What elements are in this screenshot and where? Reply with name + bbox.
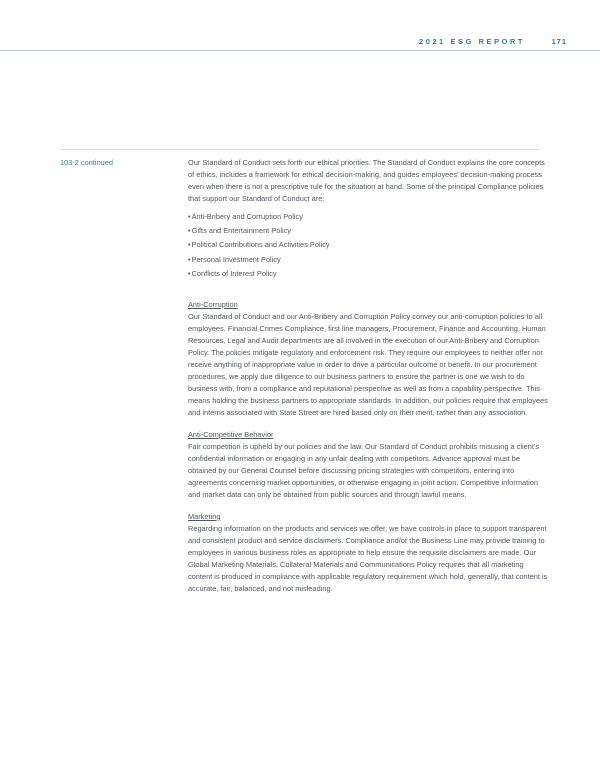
list-item: • Political Contributions and Activities Policy bbox=[188, 239, 548, 253]
section-content bbox=[188, 157, 548, 605]
anti-competitive-heading: Anti-Competitive Behavior bbox=[188, 429, 274, 439]
marketing-section bbox=[188, 511, 548, 595]
list-item: • Conflicts of Interest Policy bbox=[188, 268, 548, 282]
list-item: • Gifts and Entertainment Policy bbox=[188, 225, 548, 239]
list-item: • Personal Investment Policy bbox=[188, 254, 548, 268]
anti-competitive-body: Fair competition is upheld by our policies and the law. Our Standard of Conduct prohibits misusing a client's confidential information or engaging in any unfair dealing with competitors. Advance approval must be obtained by our General Counsel before discussing pricing strategies with competitors, entering into agreements concerning market opportunities, or otherwise engaging in joint action. Competitive information and market data can only be obtained from public sources and through lawful means. bbox=[188, 441, 540, 499]
anti-corruption-heading: Anti-Corruption bbox=[188, 299, 238, 309]
marketing-body: Regarding information on the products and services we offer, we have controls in place to support transparent and consistent product and service disclaimers. Compliance and/or the Business Line may provide training to employees in various business roles as appropriate to help ensure the requisite disclaimers are made. Our Global Marketing Materials, Collateral Materials and Communications Policy requires that all marketing content is produced in compliance with applicable regulatory requirement which hold, generally, that content is accurate, fair, balanced, and not misleading. bbox=[188, 523, 548, 593]
policy-list bbox=[188, 211, 548, 282]
anti-corruption-section bbox=[188, 299, 548, 419]
anti-corruption-body: Our Standard of Conduct and our Anti-Bribery and Corruption Policy convey our anti-corruption policies to all employees. Financial Crimes Compliance, first line managers, Procurement, Finance and Accounting, Human Resources, Legal and Audit departments are all involved in the execution of our Anti-Bribery and Corruption Policy. The policies mitigate regulatory and enforcement risk. They require our employees to neither offer nor receive anything of inappropriate value in order to drive a particular outcome or benefit. In our procurement procedures, we apply due diligence to our business partners to ensure the partner is one we wish to do business with, from a compliance and reputational perspective as well as from a capability perspective. This means holding the business partners to appropriate standards. In addition, our policies require that employees and interns associated with State Street are hired based only on their merit, rather than any association. bbox=[188, 311, 548, 417]
page-number: 171 bbox=[551, 37, 567, 46]
list-item: • Anti-Bribery and Corruption Policy bbox=[188, 211, 548, 225]
report-title: 2021 ESG REPORT bbox=[419, 37, 525, 46]
section-divider bbox=[60, 149, 540, 150]
page-header bbox=[0, 37, 600, 49]
anti-competitive-section bbox=[188, 429, 548, 501]
section-label: 103-2 continued bbox=[60, 158, 114, 167]
header-divider bbox=[0, 50, 600, 51]
marketing-heading: Marketing bbox=[188, 511, 221, 521]
intro-paragraph: Our Standard of Conduct sets forth our ethical priorities. The Standard of Conduct explains the core concepts of ethics, includes a framework for ethical decision-making, and guides employees' decision-making process even when there is not a prescriptive rule for the situation at hand. Some of the principal Compliance policies that support our Standard of Conduct are: bbox=[188, 158, 545, 203]
